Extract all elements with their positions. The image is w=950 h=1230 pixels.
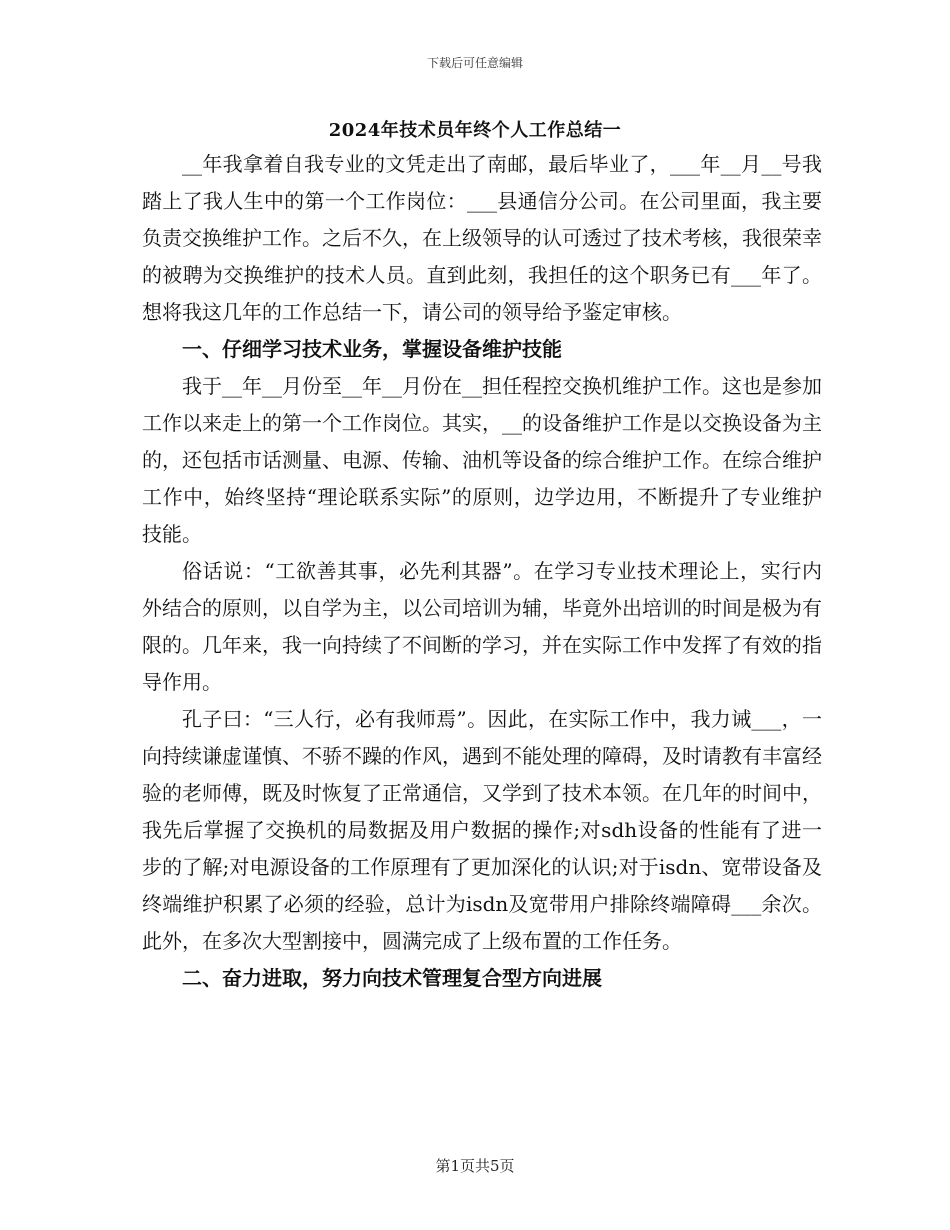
document-title: 2024年技术员年终个人工作总结一 (328, 120, 622, 141)
document-body (142, 146, 822, 997)
page-number: 第1页共5页 (435, 1157, 515, 1175)
section-1-paragraph-1: 我于__年__月份至__年__月份在__担任程控交换机维护工作。这也是参加工作以来走上的第一个工作岗位。其实，__的设备维护工作是以交换设备为主的，还包括市话测量、电源、传输、油机等设备的综合维护工作。在综合维护工作中，始终坚持“理论联系实际”的原则，边学边用，不断提升了专业维护技能。 (142, 374, 822, 546)
header-note: 下载后可任意编辑 (426, 56, 523, 70)
intro-paragraph: __年我拿着自我专业的文凭走出了南邮，最后毕业了，___年__月__号我踏上了我人生中的第一个工作岗位：___县通信分公司。在公司里面，我主要负责交换维护工作。之后不久，在上级领导的认可透过了技术考核，我很荣幸的被聘为交换维护的技术人员。直到此刻，我担任的这个职务已有___年了。想将我这几年的工作总结一下，请公司的领导给予鉴定审核。 (142, 152, 822, 324)
section-1-paragraph-3: 孔子曰：“三人行，必有我师焉”。因此，在实际工作中，我力诫___，一向持续谦虚谨慎、不骄不躁的作风，遇到不能处理的障碍，及时请教有丰富经验的老师傅，既及时恢复了正常通信，又学到了技术本领。在几年的时间中，我先后掌握了交换机的局数据及用户数据的操作;对sdh设备的性能有了进一步的了解;对电源设备的工作原理有了更加深化的认识;对于isdn、宽带设备及终端维护积累了必须的经验，总计为isdn及宽带用户排除终端障碍___余次。此外，在多次大型割接中，圆满完成了上级布置的工作任务。 (142, 707, 822, 953)
section-heading-2: 二、奋力进取，努力向技术管理复合型方向进展 (182, 966, 602, 990)
section-1-paragraph-2: 俗话说：“工欲善其事，必先利其器”。在学习专业技术理论上，实行内外结合的原则，以自学为主，以公司培训为辅，毕竟外出培训的时间是极为有限的。几年来，我一向持续了不间断的学习，并在实际工作中发挥了有效的指导作用。 (142, 559, 822, 694)
section-heading-1: 一、仔细学习技术业务，掌握设备维护技能 (182, 337, 562, 361)
